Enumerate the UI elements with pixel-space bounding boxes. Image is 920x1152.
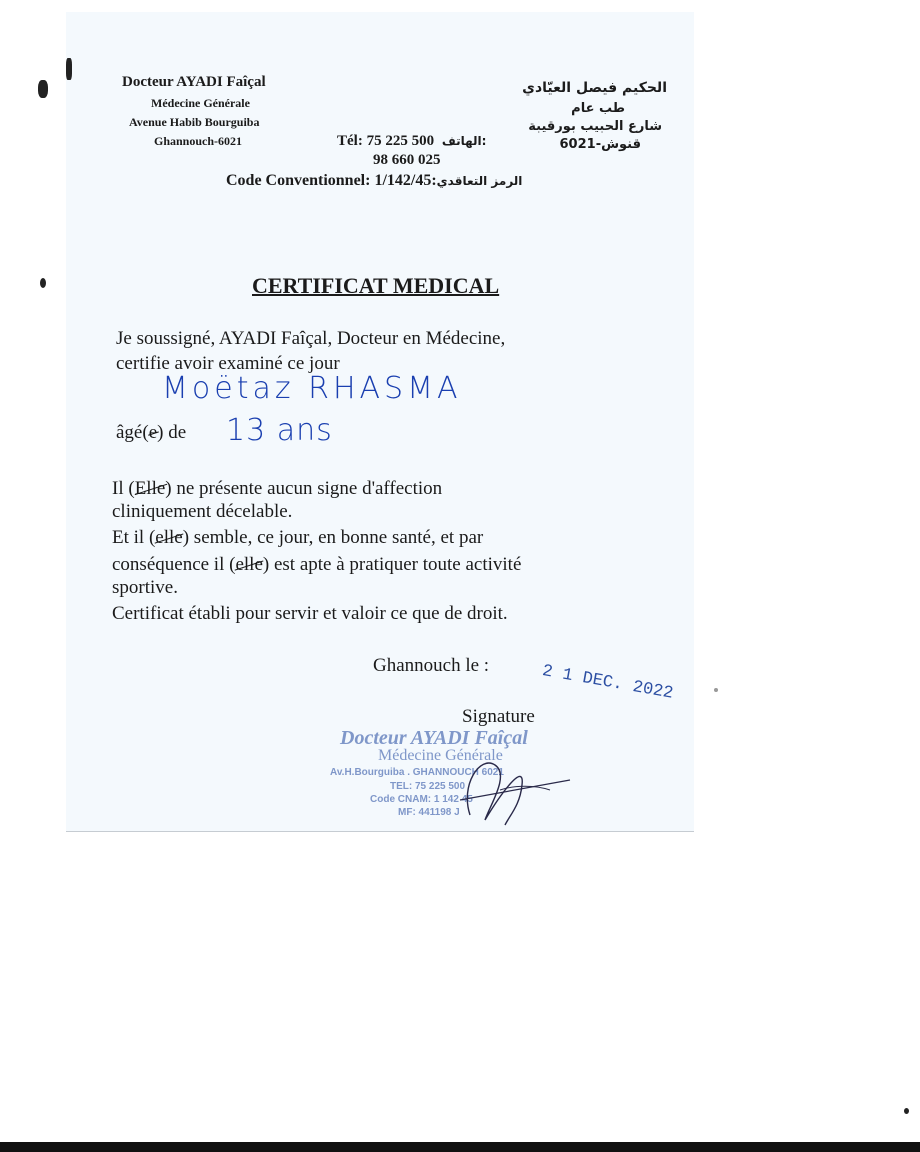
phone-ar-label: الهاتف: — [441, 134, 487, 148]
doctor-name-fr: Docteur AYADI Faîçal — [122, 74, 266, 90]
certificate-title: CERTIFICAT MEDICAL — [252, 273, 500, 298]
stamp-code: Code CNAM: 1 142 45 — [370, 794, 473, 805]
phone-line — [337, 133, 486, 150]
l5-struck: elle — [155, 527, 183, 548]
l5-prefix: Et il ( — [112, 527, 156, 548]
stamp-specialty: Médecine Générale — [378, 747, 503, 764]
city-ar: قنوش-6021 — [559, 137, 641, 152]
body-line-5 — [112, 526, 483, 549]
age-line — [116, 421, 186, 444]
scan-speck — [40, 278, 46, 288]
body-line-6 — [112, 553, 521, 576]
scan-speck — [38, 80, 48, 98]
signature-label: Signature — [462, 706, 535, 727]
date-stamp: 2 1 DEC. 2022 — [540, 662, 675, 704]
city-fr: Ghannouch-6021 — [154, 134, 243, 148]
scan-speck — [714, 688, 718, 692]
phone-second: 98 660 025 — [373, 152, 441, 168]
signature-scribble — [440, 745, 590, 835]
code-line — [226, 172, 522, 190]
body-line-3 — [112, 477, 442, 500]
age-value-handwritten: 13 ans — [226, 413, 333, 448]
body-line-4: cliniquement décelable. — [112, 501, 293, 522]
paper-edge — [66, 831, 694, 832]
l6-suffix: ) est apte à pratiquer toute activité — [262, 554, 522, 575]
body-line-2: certifie avoir examiné ce jour — [116, 353, 340, 374]
code-ar: الرمز التعاقدي — [436, 174, 523, 188]
stamp-address: Av.H.Bourguiba . GHANNOUCH 6021 — [330, 767, 504, 778]
specialty-fr: Médecine Générale — [151, 96, 250, 110]
scan-speck — [66, 58, 72, 80]
street-ar: شارع الحبيب بورقيبة — [528, 119, 662, 134]
age-struck: e — [148, 422, 158, 443]
l3-prefix: Il ( — [112, 478, 135, 499]
stamp-tel: TEL: 75 225 500 — [390, 781, 466, 792]
scan-speck — [904, 1108, 909, 1114]
body-line-7: sportive. — [112, 577, 178, 598]
street-fr: Avenue Habib Bourguiba — [129, 115, 260, 129]
code-fr: Code Conventionnel: 1/142/45: — [226, 172, 437, 189]
specialty-ar: طب عام — [571, 101, 625, 116]
stamp-name: Docteur AYADI Faîçal — [340, 727, 528, 749]
place-label: Ghannouch le : — [373, 655, 490, 676]
age-suffix: ) de — [157, 422, 187, 443]
l3-suffix: ) ne présente aucun signe d'affection — [165, 478, 443, 499]
body-line-1: Je soussigné, AYADI Faîçal, Docteur en Médecine, — [116, 328, 506, 349]
phone-fr: Tél: 75 225 500 — [337, 133, 435, 149]
patient-name-handwritten: Moëtaz RHASMA — [162, 371, 462, 406]
scan-bottom-edge — [0, 1142, 920, 1152]
l6-struck: elle — [235, 554, 263, 575]
stamp-mf: MF: 441198 J — [398, 807, 460, 818]
body-line-8: Certificat établi pour servir et valoir ce que de droit. — [112, 603, 508, 624]
age-prefix: âgé( — [116, 422, 149, 443]
doctor-name-ar: الحكيم فيصل العيّادي — [522, 80, 667, 96]
l3-struck: Elle — [134, 478, 166, 499]
l6-prefix: conséquence il ( — [112, 554, 236, 575]
l5-suffix: ) semble, ce jour, en bonne santé, et par — [182, 527, 484, 548]
